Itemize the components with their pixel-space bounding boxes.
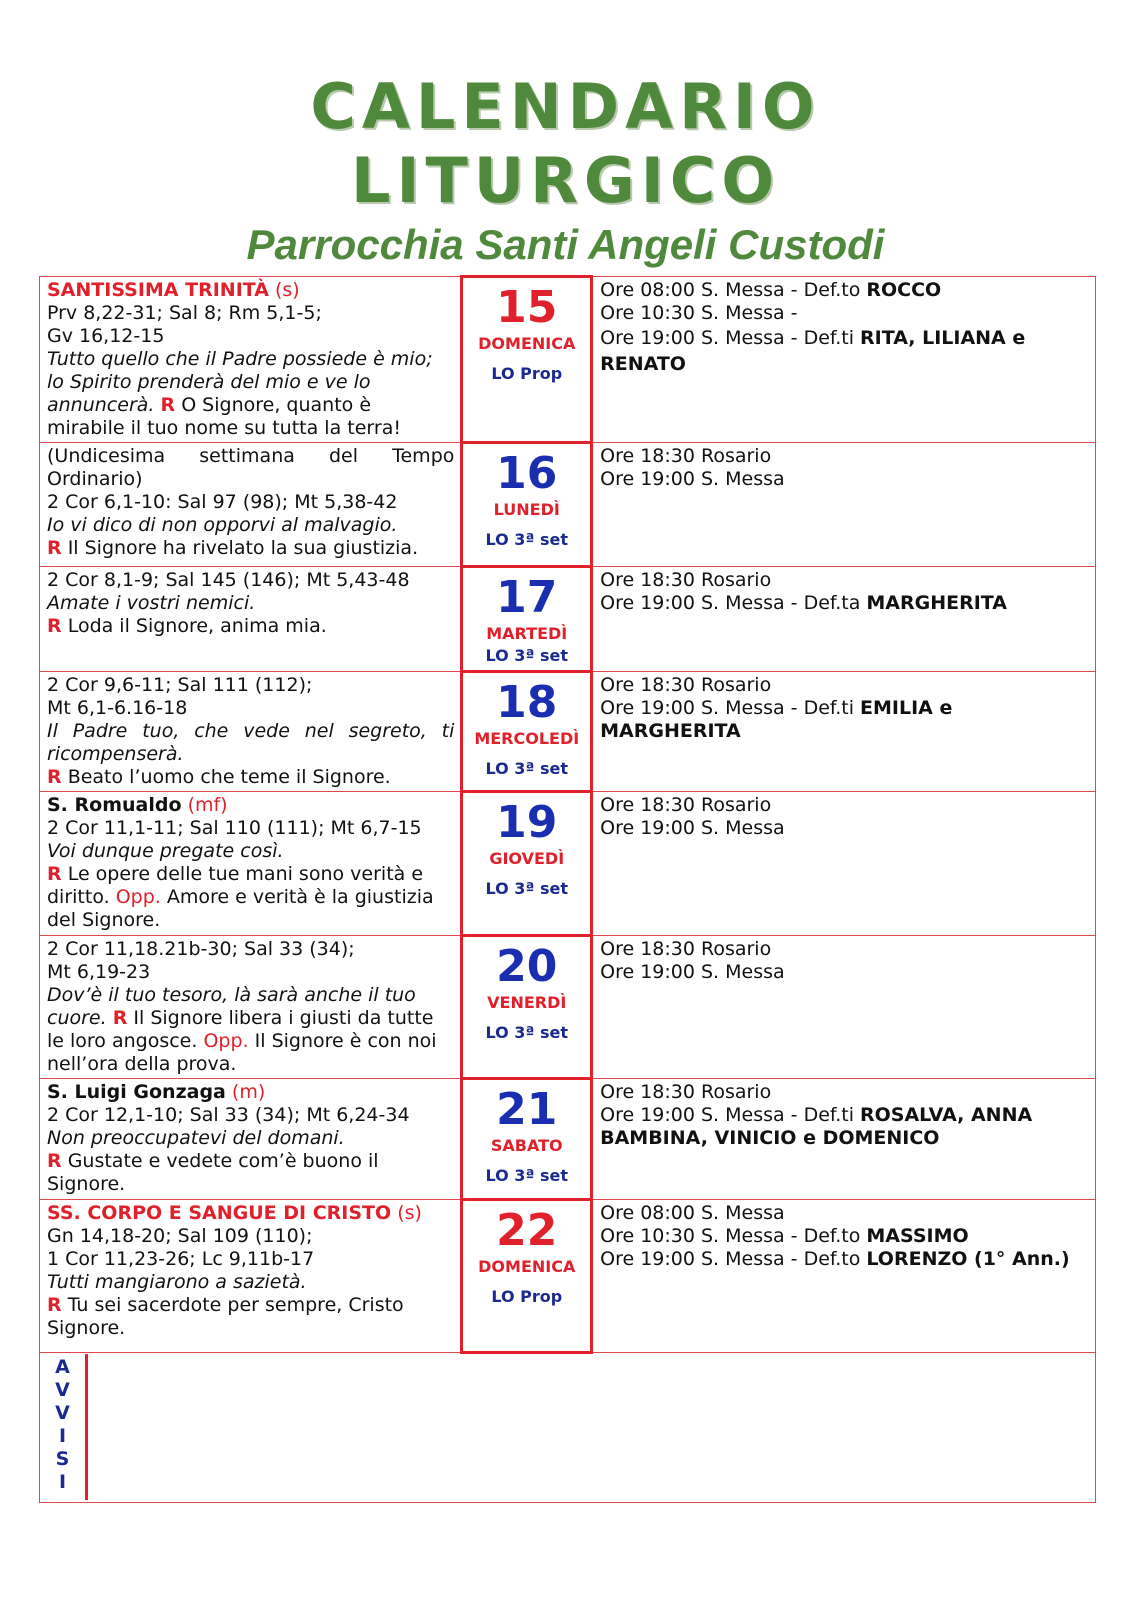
readings-line: 2 Cor 6,1-10: Sal 97 (98); Mt 5,38-42 xyxy=(47,491,398,513)
opp-response: Amore e verità è la giustizia del Signore. xyxy=(47,886,434,931)
weekday: GIOVEDÌ xyxy=(489,849,565,868)
day-cell xyxy=(462,277,592,443)
weekday: DOMENICA xyxy=(478,1257,576,1276)
service-line: Ore 19:00 S. Messa xyxy=(600,961,785,983)
day-row xyxy=(40,1079,1096,1200)
response-label: R xyxy=(47,615,62,637)
readings-line: 2 Cor 11,1-11; Sal 110 (111); Mt 6,7-15 xyxy=(47,817,422,839)
weekday: LUNEDÌ xyxy=(493,500,560,519)
readings-line: Gv 16,12-15 xyxy=(47,325,165,347)
antiphon: Dov’è il tuo tesoro, là sarà anche il tuo cuore. xyxy=(47,984,416,1029)
services-cell xyxy=(592,443,1096,567)
title-line-2: LITURGICO xyxy=(350,144,781,217)
weekday: VENERDÌ xyxy=(487,993,567,1012)
weekday: DOMENICA xyxy=(478,334,576,353)
antiphon: Amate i vostri nemici. xyxy=(47,592,256,614)
parish-subtitle: Parrocchia Santi Angeli Custodi xyxy=(246,221,885,268)
service-line: Ore 18:30 Rosario xyxy=(600,1081,772,1103)
day-number: 22 xyxy=(496,1205,558,1256)
services-cell xyxy=(592,1200,1096,1353)
readings-line: 1 Cor 11,23-26; Lc 9,11b-17 xyxy=(47,1248,315,1270)
readings-line: 2 Cor 8,1-9; Sal 145 (146); Mt 5,43-48 xyxy=(47,569,410,591)
readings-cell xyxy=(40,792,462,936)
readings-cell xyxy=(40,672,462,792)
readings-cell xyxy=(40,1200,462,1353)
service-line: Ore 18:30 Rosario xyxy=(600,445,772,467)
day-row xyxy=(40,567,1096,672)
day-number: 19 xyxy=(496,797,558,848)
response-label: R xyxy=(160,394,176,416)
saint-title: S. Luigi Gonzaga (m) xyxy=(47,1081,266,1103)
readings-line: Mt 6,19-23 xyxy=(47,961,151,983)
week-note: (Undicesima settimana del Tempo Ordinario) xyxy=(47,445,455,490)
liturgy-of-hours: LO 3ª set xyxy=(485,879,569,898)
avvisi-letter: V xyxy=(55,1402,70,1424)
day-cell xyxy=(462,1200,592,1353)
readings-cell xyxy=(40,443,462,567)
service-line: Ore 19:00 S. Messa - Def.ti RITA, LILIANA e RENATO xyxy=(600,327,1026,375)
service-line: Ore 19:00 S. Messa - Def.ta MARGHERITA xyxy=(600,592,1007,614)
day-number: 15 xyxy=(496,282,558,333)
avvisi-letter: A xyxy=(55,1356,70,1378)
day-number: 20 xyxy=(496,941,558,992)
service-line: Ore 10:30 S. Messa - Def.to MASSIMO xyxy=(600,1225,969,1247)
readings-cell xyxy=(40,936,462,1079)
avvisi-letter: S xyxy=(55,1448,70,1470)
avvisi-letter: I xyxy=(58,1471,67,1493)
avvisi-label xyxy=(40,1354,88,1500)
day-cell xyxy=(462,1079,592,1200)
services-cell xyxy=(592,1079,1096,1200)
antiphon: Tutti mangiarono a sazietà. xyxy=(47,1271,307,1293)
day-cell xyxy=(462,792,592,936)
services-cell xyxy=(592,792,1096,936)
service-line: Ore 18:30 Rosario xyxy=(600,569,772,591)
opp-response: Il Signore è con noi nell’ora della prova. xyxy=(47,1030,437,1075)
antiphon: Tutto quello che il Padre possiede è mio; lo Spirito prenderà del mio e ve lo annuncerà. xyxy=(47,348,433,416)
readings-line: 2 Cor 9,6-11; Sal 111 (112); xyxy=(47,674,313,696)
avvisi-cell xyxy=(40,1353,1096,1503)
day-row xyxy=(40,443,1096,567)
saint-title: S. Romualdo (mf) xyxy=(47,794,228,816)
service-line: Ore 18:30 Rosario xyxy=(600,938,772,960)
response: Loda il Signore, anima mia. xyxy=(67,615,327,637)
readings-line: Mt 6,1-6.16-18 xyxy=(47,697,188,719)
feast-title: SS. CORPO E SANGUE DI CRISTO (s) xyxy=(47,1202,422,1224)
weekday: MERCOLEDÌ xyxy=(474,729,580,748)
avvisi-letter: I xyxy=(58,1425,67,1447)
readings-cell xyxy=(40,277,462,443)
antiphon: Voi dunque pregate così. xyxy=(47,840,284,862)
antiphon: Il Padre tuo, che vede nel segreto, ti ricompenserà. xyxy=(47,720,455,765)
services-cell xyxy=(592,672,1096,792)
readings-line: 2 Cor 11,18.21b-30; Sal 33 (34); xyxy=(47,938,355,960)
response: Beato l’uomo che teme il Signore. xyxy=(67,766,391,788)
avvisi-box xyxy=(40,1354,1095,1500)
service-line: Ore 08:00 S. Messa - Def.to ROCCO xyxy=(600,279,942,301)
service-line: Ore 19:00 S. Messa - Def.to LORENZO (1° Ann.) xyxy=(600,1248,1070,1270)
opp-label: Opp. xyxy=(115,886,161,908)
weekday: SABATO xyxy=(490,1136,563,1155)
readings-cell xyxy=(40,567,462,672)
response: Tu sei sacerdote per sempre, Cristo Signore. xyxy=(47,1294,404,1339)
liturgy-of-hours: LO Prop xyxy=(491,1287,563,1306)
day-row xyxy=(40,936,1096,1079)
page-header xyxy=(0,70,1131,268)
day-cell xyxy=(462,443,592,567)
day-cell xyxy=(462,567,592,672)
response-label: R xyxy=(47,1294,62,1316)
liturgy-of-hours: LO 3ª set xyxy=(485,530,569,549)
weekday: MARTEDÌ xyxy=(486,624,568,643)
opp-label: Opp. xyxy=(203,1030,249,1052)
liturgical-calendar-table xyxy=(39,275,1096,1503)
response: O Signore, quanto è mirabile il tuo nome su tutta la terra! xyxy=(47,394,401,439)
readings-line: 2 Cor 12,1-10; Sal 33 (34); Mt 6,24-34 xyxy=(47,1104,410,1126)
response-label: R xyxy=(47,1150,62,1172)
liturgy-of-hours: LO 3ª set xyxy=(485,646,569,665)
response-label: R xyxy=(47,766,62,788)
readings-cell xyxy=(40,1079,462,1200)
day-number: 18 xyxy=(496,677,558,728)
day-cell xyxy=(462,672,592,792)
service-line: Ore 19:00 S. Messa - Def.ti ROSALVA, ANNA BAMBINA, VINICIO e DOMENICO xyxy=(600,1104,1033,1149)
service-line: Ore 08:00 S. Messa xyxy=(600,1202,785,1224)
response: Il Signore libera i giusti da tutte le loro angosce. xyxy=(47,1007,434,1052)
response-label: R xyxy=(47,863,62,885)
day-number: 16 xyxy=(496,448,558,499)
avvisi-letter: V xyxy=(55,1379,70,1401)
title-line-1: CALENDARIO xyxy=(310,70,821,143)
response: Gustate e vedete com’è buono il Signore. xyxy=(47,1150,379,1195)
response: Il Signore ha rivelato la sua giustizia. xyxy=(67,537,419,559)
service-line: Ore 19:00 S. Messa xyxy=(600,817,785,839)
service-line: Ore 19:00 S. Messa xyxy=(600,468,785,490)
service-line: Ore 10:30 S. Messa - xyxy=(600,302,798,324)
response-label: R xyxy=(47,537,62,559)
liturgy-of-hours: LO 3ª set xyxy=(485,1023,569,1042)
readings-line: Prv 8,22-31; Sal 8; Rm 5,1-5; xyxy=(47,302,322,324)
day-row xyxy=(40,792,1096,936)
antiphon: Non preoccupatevi del domani. xyxy=(47,1127,345,1149)
liturgy-of-hours: LO Prop xyxy=(491,364,563,383)
response-label: R xyxy=(112,1007,128,1029)
day-row xyxy=(40,277,1096,443)
liturgy-of-hours: LO 3ª set xyxy=(485,759,569,778)
readings-line: Gn 14,18-20; Sal 109 (110); xyxy=(47,1225,313,1247)
response: Le opere delle tue mani sono verità e diritto. xyxy=(47,863,424,908)
service-line: Ore 18:30 Rosario xyxy=(600,674,772,696)
day-cell xyxy=(462,936,592,1079)
services-cell xyxy=(592,277,1096,443)
services-cell xyxy=(592,936,1096,1079)
liturgy-of-hours: LO 3ª set xyxy=(485,1166,569,1185)
day-number: 17 xyxy=(496,572,558,623)
day-row xyxy=(40,672,1096,792)
service-line: Ore 19:00 S. Messa - Def.ti EMILIA e MARGHERITA xyxy=(600,697,953,742)
day-row xyxy=(40,1200,1096,1353)
feast-title: SANTISSIMA TRINITÀ (s) xyxy=(47,279,300,301)
avvisi-row xyxy=(40,1353,1096,1503)
antiphon: Io vi dico di non opporvi al malvagio. xyxy=(47,514,398,536)
day-number: 21 xyxy=(496,1084,558,1135)
service-line: Ore 18:30 Rosario xyxy=(600,794,772,816)
services-cell xyxy=(592,567,1096,672)
